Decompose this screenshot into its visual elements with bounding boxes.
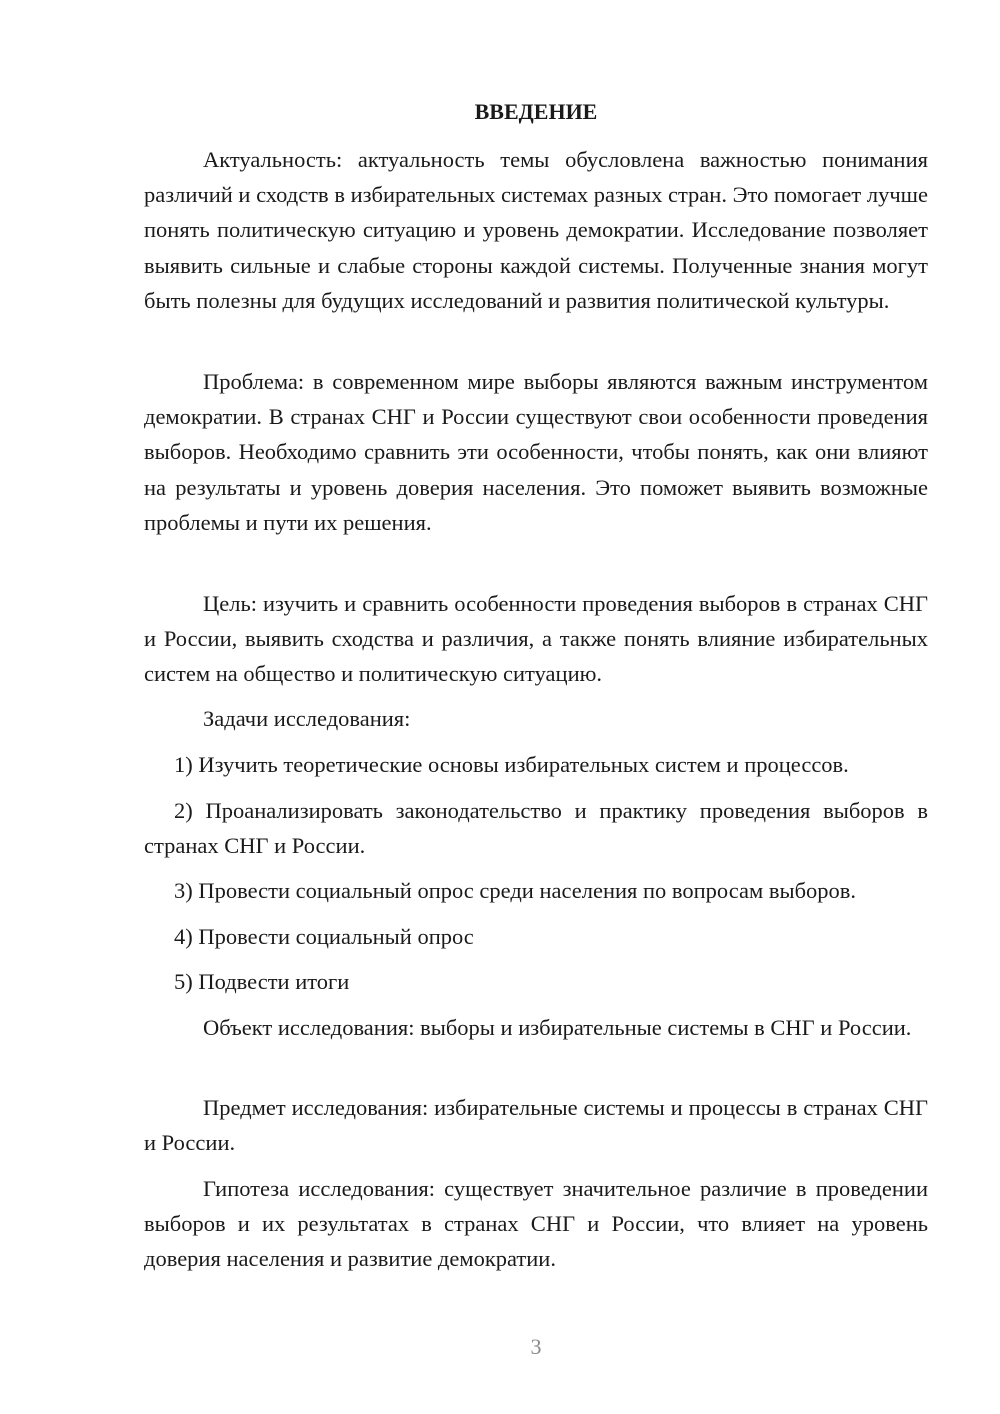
task-item-2: 2) Проанализировать законодательство и практику проведения выборов в странах СНГ и России. — [144, 798, 928, 859]
document-page — [144, 0, 928, 1414]
task-item-4: 4) Провести социальный опрос — [174, 924, 474, 949]
section-title: ВВЕДЕНИЕ — [474, 99, 598, 124]
paragraph-subject: Предмет исследования: избирательные системы и процессы в странах СНГ и России. — [144, 1095, 928, 1156]
task-item-1: 1) Изучить теоретические основы избирательных систем и процессов. — [174, 752, 849, 777]
tasks-heading: Задачи исследования: — [203, 706, 411, 731]
task-item-5: 5) Подвести итоги — [174, 969, 350, 994]
paragraph-problem: Проблема: в современном мире выборы являются важным инструментом демократии. В странах СНГ и России существуют свои особенности проведения выборов. Необходимо сравнить эти особенности, чтобы понять, как они влияют на результаты и уровень доверия населения. Это поможет выявить возможные проблемы и пути их решения. — [144, 369, 928, 535]
paragraph-hypothesis: Гипотеза исследования: существует значительное различие в проведении выборов и их результатах в странах СНГ и России, что влияет на уровень доверия населения и развитие демократии. — [144, 1176, 928, 1272]
paragraph-relevance: Актуальность: актуальность темы обусловлена важностью понимания различий и сходств в избирательных системах разных стран. Это помогает лучше понять политическую ситуацию и уровень демократии. Исследование позволяет выявить сильные и слабые стороны каждой системы. Полученные знания могут быть полезны для будущих исследований и развития политической культуры. — [144, 147, 928, 313]
page-number: 3 — [530, 1334, 542, 1359]
task-item-3: 3) Провести социальный опрос среди населения по вопросам выборов. — [174, 878, 857, 903]
paragraph-object: Объект исследования: выборы и избирательные системы в СНГ и России. — [203, 1015, 912, 1040]
paragraph-goal: Цель: изучить и сравнить особенности проведения выборов в странах СНГ и России, выявить сходства и различия, а также понять влияние избирательных систем на общество и политическую ситуацию. — [144, 591, 928, 687]
